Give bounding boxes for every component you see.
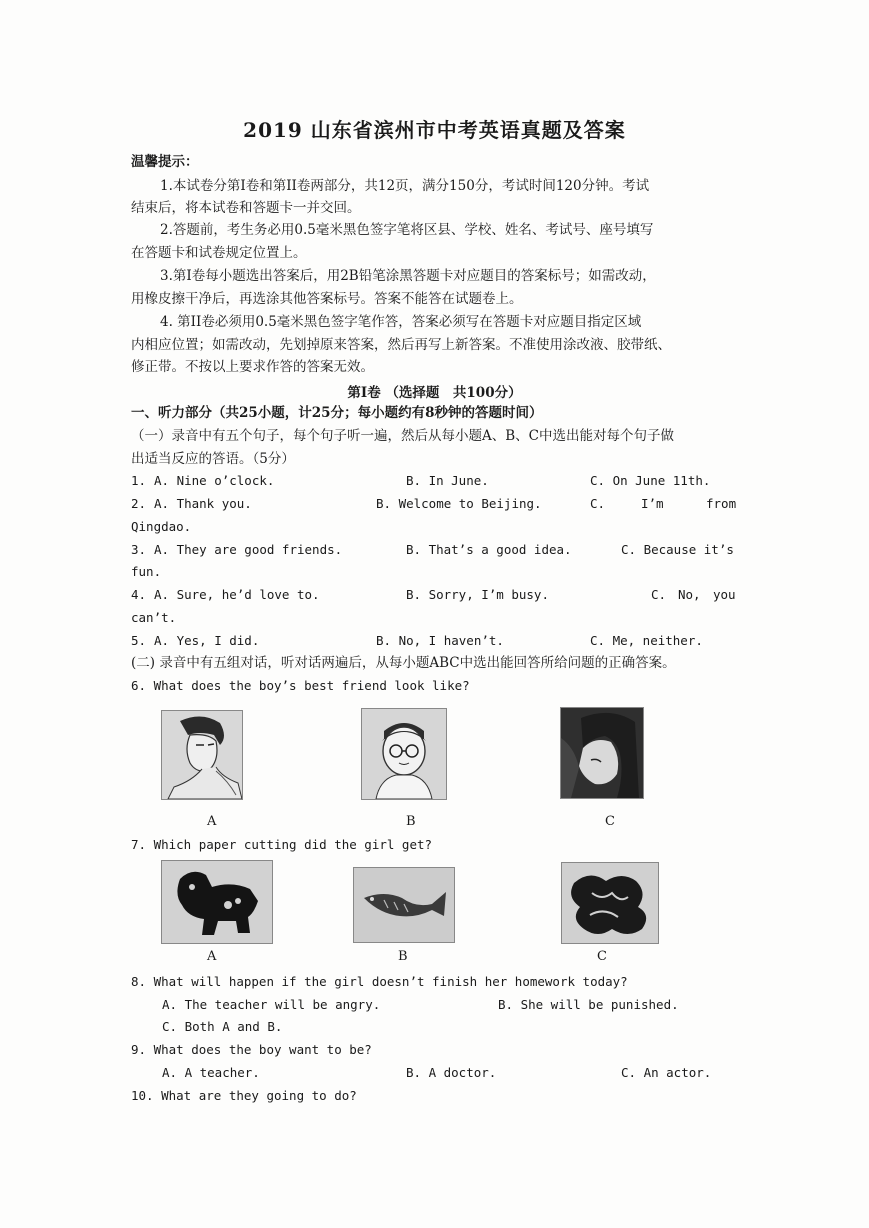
portrait-image-a bbox=[161, 710, 243, 800]
paper-cutting-dog-image bbox=[161, 860, 273, 944]
paper-cutting-dragon-image bbox=[561, 862, 659, 944]
option-c-continued: Qingdao. bbox=[131, 519, 192, 534]
question-text: 7. Which paper cutting did the girl get? bbox=[131, 837, 433, 852]
option-c-part: I’m bbox=[641, 496, 664, 511]
portrait-image-c bbox=[560, 707, 644, 799]
paper-cutting-fish-image bbox=[353, 867, 455, 943]
tip-line: 3.第Ⅰ卷每小题选出答案后，用2B铅笔涂黑答题卡对应题目的答案标号；如需改动， bbox=[160, 268, 656, 284]
question-text: 10. What are they going to do? bbox=[131, 1088, 357, 1103]
option-c: C. An actor. bbox=[621, 1065, 712, 1080]
option-b: B. No, I haven’t. bbox=[376, 633, 504, 648]
option-b: B. In June. bbox=[406, 473, 489, 488]
image-label: C bbox=[597, 949, 607, 964]
option-c-continued: can’t. bbox=[131, 610, 177, 625]
tip-line: 内相应位置；如需改动，先划掉原来答案，然后再写上新答案。不准使用涂改液、胶带纸、 bbox=[131, 337, 671, 353]
option-c-part: you bbox=[713, 587, 736, 602]
option-c-part: from bbox=[706, 496, 737, 511]
option-c-part: No, bbox=[678, 587, 701, 602]
tip-line: 4. 第II卷必须用0.5毫米黑色签字笔作答，答案必须写在答题卡对应题目指定区域 bbox=[160, 314, 642, 330]
tip-line: 用橡皮擦干净后，再选涂其他答案标号。答案不能答在试题卷上。 bbox=[131, 291, 523, 307]
option-a: A. A teacher. bbox=[162, 1065, 260, 1080]
question-text: 8. What will happen if the girl doesn’t finish her homework today? bbox=[131, 974, 628, 989]
tips-heading: 温馨提示： bbox=[131, 154, 199, 170]
image-label: A bbox=[207, 949, 217, 964]
option-b: B. Welcome to Beijing. bbox=[376, 496, 542, 511]
option-a: A. Sure, he’d love to. bbox=[154, 587, 320, 602]
image-label: A bbox=[207, 814, 217, 829]
option-b: B. She will be punished. bbox=[498, 997, 679, 1012]
part-intro: （一）录音中有五个句子，每个句子听一遍，然后从每小题A、B、C中选出能对每个句子做 bbox=[131, 428, 674, 444]
option-a: A. The teacher will be angry. bbox=[162, 997, 381, 1012]
tip-line: 在答题卡和试卷规定位置上。 bbox=[131, 245, 307, 261]
question-number: 3. bbox=[131, 542, 147, 557]
option-b: B. A doctor. bbox=[406, 1065, 497, 1080]
option-c: C. bbox=[651, 587, 667, 602]
option-c: C. On June 11th. bbox=[590, 473, 711, 488]
tip-line: 1.本试卷分第Ⅰ卷和第II卷两部分，共12页，满分150分，考试时间120分钟。考试 bbox=[160, 178, 650, 194]
option-b: B. That’s a good idea. bbox=[406, 542, 572, 557]
section-title: 一、听力部分（共25小题，计25分；每小题约有8秒钟的答题时间） bbox=[131, 405, 543, 421]
question-text: 9. What does the boy want to be? bbox=[131, 1042, 372, 1057]
page-title: 2019 山东省滨州市中考英语真题及答案 bbox=[243, 118, 626, 142]
option-a: A. Thank you. bbox=[154, 496, 252, 511]
question-number: 5. bbox=[131, 633, 147, 648]
option-b: B. Sorry, I’m busy. bbox=[406, 587, 549, 602]
question-number: 4. bbox=[131, 587, 147, 602]
part-intro: (二) 录音中有五组对话，听对话两遍后，从每小题ABC中选出能回答所给问题的正确答案。 bbox=[131, 655, 676, 671]
image-label: B bbox=[398, 949, 408, 964]
question-number: 1. bbox=[131, 473, 147, 488]
option-a: A. Nine o’clock. bbox=[154, 473, 275, 488]
volume-title: 第Ⅰ卷 （选择题 共100分） bbox=[347, 385, 522, 401]
option-a: A. Yes, I did. bbox=[154, 633, 260, 648]
image-label: B bbox=[406, 814, 416, 829]
option-a: A. They are good friends. bbox=[154, 542, 343, 557]
option-c-continued: fun. bbox=[131, 564, 162, 579]
portrait-image-b bbox=[361, 708, 447, 800]
tip-line: 结束后，将本试卷和答题卡一并交回。 bbox=[131, 200, 361, 216]
tip-line: 修正带。不按以上要求作答的答案无效。 bbox=[131, 359, 374, 375]
question-text: 6. What does the boy’s best friend look like? bbox=[131, 678, 470, 693]
option-c: C. Both A and B. bbox=[162, 1019, 283, 1034]
option-c: C. Me, neither. bbox=[590, 633, 703, 648]
question-number: 2. bbox=[131, 496, 147, 511]
option-c: C. Because it’s bbox=[621, 542, 734, 557]
option-c: C. bbox=[590, 496, 606, 511]
image-label: C bbox=[605, 814, 615, 829]
part-intro: 出适当反应的答语。（5分） bbox=[131, 451, 295, 467]
tip-line: 2.答题前，考生务必用0.5毫米黑色签字笔将区县、学校、姓名、考试号、座号填写 bbox=[160, 222, 654, 238]
